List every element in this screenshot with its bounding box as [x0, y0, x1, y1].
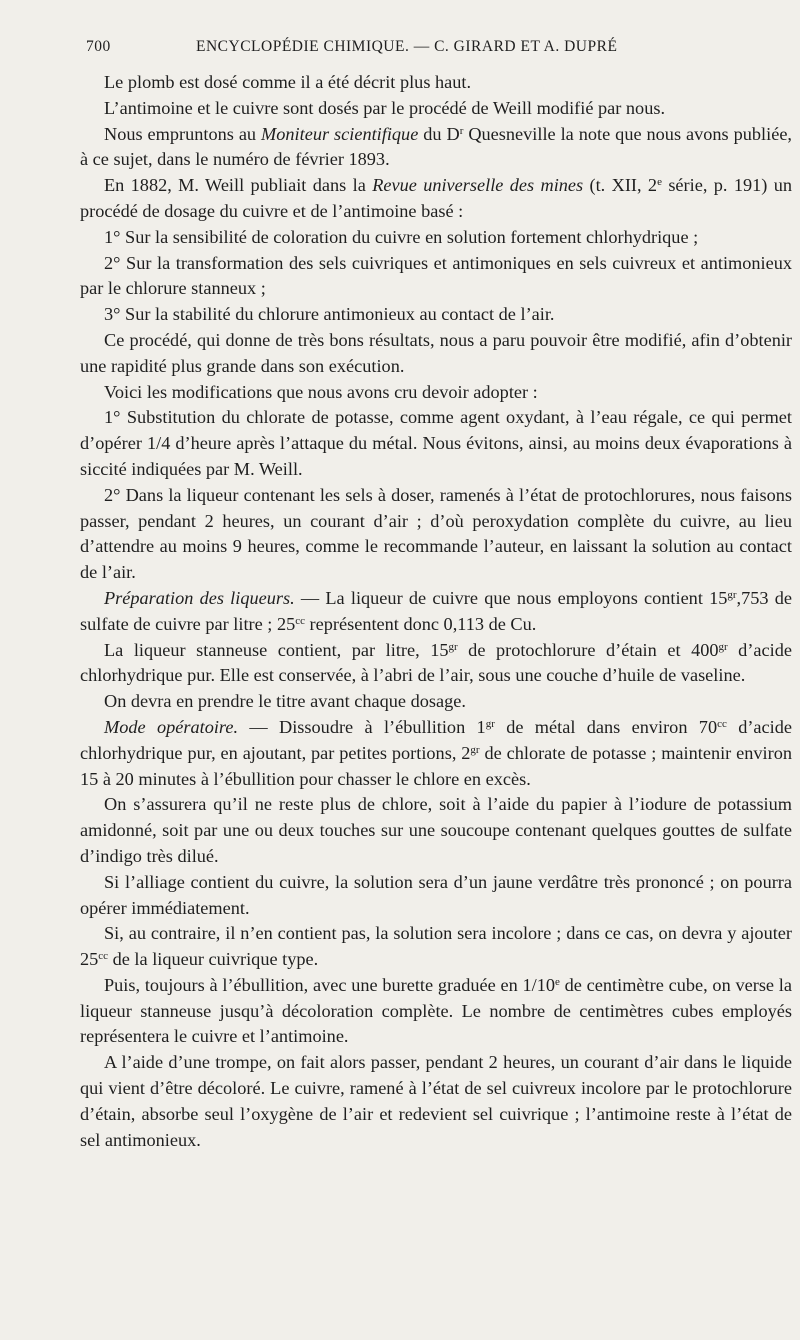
paragraph: Si, au contraire, il n’en contient pas, la solution sera incolore ; dans ce cas, on devra y ajouter $25^{cc}$ de la liqueur cuivrique type. — [80, 923, 792, 970]
paragraph: On devra en prendre le titre avant chaque dosage. — [104, 691, 466, 712]
paragraph: L’antimoine et le cuivre sont dosés par le procédé de Weill modifié par nous. — [104, 97, 666, 118]
paragraph: Le plomb est dosé comme il a été décrit plus haut. — [104, 72, 472, 92]
list-item: 3° Sur la stabilité du chlorure antimonieux au contact de l’air. — [104, 304, 555, 325]
running-header — [86, 38, 780, 56]
list-item: 1° Sur la sensibilité de coloration du cuivre en solution fortement chlorhydrique ; — [104, 226, 699, 247]
paragraph: Préparation des liqueurs. — La liqueur de cuivre que nous employons contient $15^{gr},753$ de sulfate de cuivre par litre ; $25^{cc}$ représentent donc 0,113 de Cu. — [80, 587, 793, 634]
paragraph: Ce procédé, qui donne de très bons résultats, nous a paru pouvoir être modifié, afin d’obtenir une rapidité plus grande dans son exécution. — [80, 329, 792, 376]
paragraph: En 1882, M. Weill publiait dans la Revue universelle des mines (t. XII, 2e série, p. 191) un procédé de dosage du cuivre et de l’antimoine basé : — [80, 175, 792, 221]
paragraph: Si l’alliage contient du cuivre, la solution sera d’un jaune verdâtre très prononcé ; on pourra opérer immédiatement. — [80, 871, 792, 918]
journal-title: Moniteur scientifique — [261, 123, 419, 144]
journal-title: Revue universelle des mines — [372, 175, 584, 196]
list-item: 2° Sur la transformation des sels cuivriques et antimoniques en sels cuivreux et antimonieux par le chlorure stanneux ; — [80, 252, 792, 299]
paragraph: Puis, toujours à l’ébullition, avec une burette graduée en 1/10e de centimètre cube, on verse la liqueur stanneuse jusqu’à décoloration complète. Le nombre de centimètres cubes employés représentera le cuivre et l’antimoine. — [80, 974, 792, 1047]
running-title: ENCYCLOPÉDIE CHIMIQUE. — C. GIRARD ET A. DUPRÉ — [196, 38, 618, 55]
section-heading: Préparation des liqueurs. — [104, 587, 295, 608]
paragraph: Voici les modifications que nous avons cru devoir adopter : — [104, 381, 538, 402]
list-item: 2° Dans la liqueur contenant les sels à doser, ramenés à l’état de protochlorures, nous faisons passer, pendant 2 heures, un courant d’air ; d’où peroxydation complète du cuivre, au lieu d’attendre au moins 9 heures, comme le recommande l’auteur, en laissant la solution au contact de l’air. — [80, 484, 792, 583]
paragraph: On s’assurera qu’il ne reste plus de chlore, soit à l’aide du papier à l’iodure de potassium amidonné, soit par une ou deux touches sur une soucoupe contenant quelques gouttes de sulfate d’indigo très dilué. — [80, 794, 792, 866]
paragraph: Mode opératoire. — Dissoudre à l’ébullition $1^{gr}$ de métal dans environ $70^{cc}$ d’acide chlorhydrique pur, en ajoutant, par petites portions, $2^{gr}$ de chlorate de potasse ; maintenir environ 15 à 20 minutes à l’ébullition pour chasser le chlore en excès. — [80, 716, 792, 789]
page-number: 700 — [86, 38, 111, 55]
section-heading: Mode opératoire. — [104, 716, 239, 737]
body-text — [80, 70, 792, 1153]
list-item: 1° Substitution du chlorate de potasse, comme agent oxydant, à l’eau régale, ce qui permet d’opérer 1/4 d’heure après l’attaque du métal. Nous évitons, ainsi, au moins deux évaporations à siccité indiquées par M. Weill. — [80, 407, 792, 479]
paragraph: Nous empruntons au Moniteur scientifique du $D^r$ Quesneville la note que nous avons publiée, à ce sujet, dans le numéro de février 1893. — [80, 123, 792, 170]
paragraph: A l’aide d’une trompe, on fait alors passer, pendant 2 heures, un courant d’air dans le liquide qui vient d’être décoloré. Le cuivre, ramené à l’état de sel cuivreux incolore par le protochlorure d’étain, absorbe seul l’oxygène de l’air et redevient sel cuivrique ; l’antimoine reste à l’état de sel antimonieux. — [80, 1052, 792, 1150]
paragraph: La liqueur stanneuse contient, par litre, $15^{gr}$ de protochlorure d’étain et $400^{gr}$ d’acide chlorhydrique pur. Elle est conservée, à l’abri de l’air, sous une couche d’huile de vaseline. — [80, 639, 792, 686]
